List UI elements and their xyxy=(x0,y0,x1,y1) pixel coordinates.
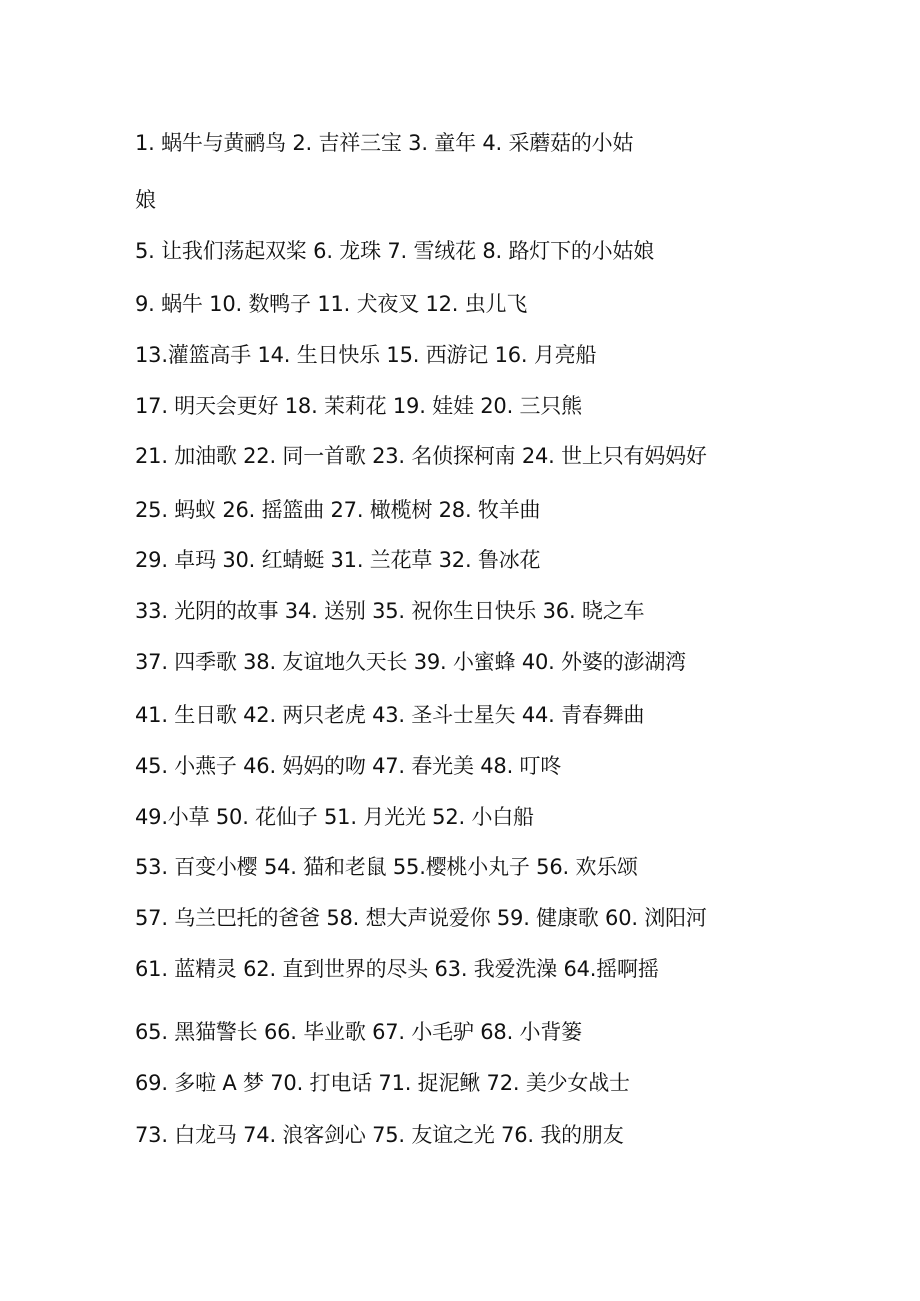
song-line-17: 61. 蓝精灵 62. 直到世界的尽头 63. 我爱洗澡 64.摇啊摇 xyxy=(135,957,659,981)
song-line-19: 69. 多啦 A 梦 70. 打电话 71. 捉泥鳅 72. 美少女战士 xyxy=(135,1071,630,1095)
song-line-11: 37. 四季歌 38. 友谊地久天长 39. 小蜜蜂 40. 外婆的澎湖湾 xyxy=(135,650,686,674)
song-line-6: 17. 明天会更好 18. 茉莉花 19. 娃娃 20. 三只熊 xyxy=(135,394,582,418)
song-line-3: 5. 让我们荡起双桨 6. 龙珠 7. 雪绒花 8. 路灯下的小姑娘 xyxy=(135,239,655,263)
song-line-12: 41. 生日歌 42. 两只老虎 43. 圣斗士星矢 44. 青春舞曲 xyxy=(135,703,645,727)
song-line-16: 57. 乌兰巴托的爸爸 58. 想大声说爱你 59. 健康歌 60. 浏阳河 xyxy=(135,906,707,930)
song-line-4: 9. 蜗牛 10. 数鸭子 11. 犬夜叉 12. 虫儿飞 xyxy=(135,292,528,316)
song-line-18: 65. 黑猫警长 66. 毕业歌 67. 小毛驴 68. 小背篓 xyxy=(135,1020,582,1044)
song-line-5: 13.灌篮高手 14. 生日快乐 15. 西游记 16. 月亮船 xyxy=(135,343,597,367)
song-line-1: 1. 蜗牛与黄鹂鸟 2. 吉祥三宝 3. 童年 4. 采蘑菇的小姑 xyxy=(135,131,634,155)
song-line-9: 29. 卓玛 30. 红蜻蜓 31. 兰花草 32. 鲁冰花 xyxy=(135,548,541,572)
song-line-15: 53. 百变小樱 54. 猫和老鼠 55.樱桃小丸子 56. 欢乐颂 xyxy=(135,855,638,879)
song-line-2: 娘 xyxy=(135,188,156,212)
song-line-20: 73. 白龙马 74. 浪客剑心 75. 友谊之光 76. 我的朋友 xyxy=(135,1123,624,1147)
song-line-7: 21. 加油歌 22. 同一首歌 23. 名侦探柯南 24. 世上只有妈妈好 xyxy=(135,444,707,468)
song-line-8: 25. 蚂蚁 26. 摇篮曲 27. 橄榄树 28. 牧羊曲 xyxy=(135,498,541,522)
song-line-14: 49.小草 50. 花仙子 51. 月光光 52. 小白船 xyxy=(135,805,534,829)
song-line-13: 45. 小燕子 46. 妈妈的吻 47. 春光美 48. 叮咚 xyxy=(135,754,562,778)
song-line-10: 33. 光阴的故事 34. 送别 35. 祝你生日快乐 36. 晓之车 xyxy=(135,599,645,623)
